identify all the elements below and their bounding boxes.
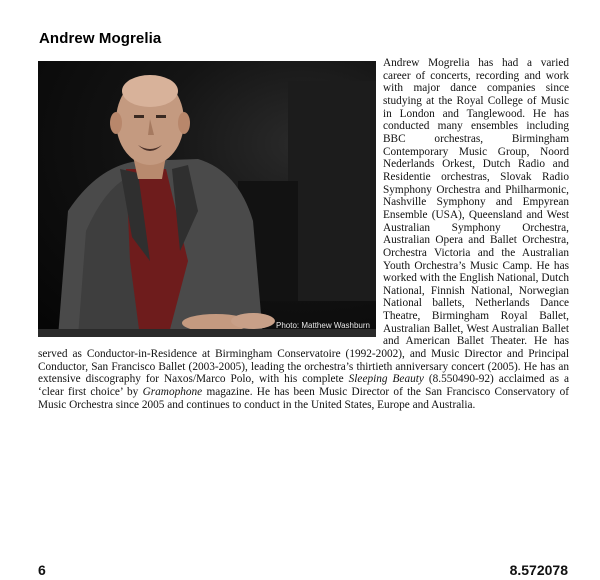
bio-italic-title-2: Gramophone <box>142 386 203 399</box>
conductor-portrait-icon <box>38 61 376 337</box>
catalog-number: 8.572078 <box>509 562 568 578</box>
portrait-photo <box>38 61 376 337</box>
bio-text-part-3: magazine. He has been Music Director of the San Francisco Conservatory of Music Orchestra since 2005 and continues to conduct in the United States, Europe and Australia. <box>38 386 569 411</box>
bio-text-part-2: (8.550490-92) acclaimed as a ‘clear first choice’ by <box>38 373 569 399</box>
bio-text-part-1: Andrew Mogrelia has had a varied career of concerts, recording and work with major dance companies since studying at the Royal College of Music in London and Tanglewood. He has conducted many ensembles including BBC orchestras, Birmingham Contemporary Music Group, Noord Nederlands Orkest, Dutch Radio and Residentie orchestras, Slovak Radio Symphony Orchestra and Philharmonic, Nashville Symphony and Empyrean Ensemble (USA), Queensland and West Australian Symphony Orchestra, Australian Opera and Ballet Orchestra, Orchestra Victoria and the Australian Youth Orchestra’s Music Camp. He has worked with the English National, Dutch National, Finnish National, Norwegian National ballets, Netherlands Dance Theatre, Birmingham Royal Ballet, Australian Ballet, West Australian Ballet and American Ballet Theater. He has served as Conductor-in-Residence at Birmingham Conservatoire (1992-2002), and Music Director and Principal Conductor, San Francisco Ballet (2003-2005), leading the orchestra’s thirtieth anniversary concert (2005). He has an extensive discography for Naxos/Marco Polo, with his complete <box>38 57 569 386</box>
page-number: 6 <box>38 562 46 578</box>
bio-italic-title-1: Sleeping Beauty <box>348 373 424 386</box>
biography-text <box>38 57 569 411</box>
page-title: Andrew Mogrelia <box>39 30 162 47</box>
photo-credit: Photo: Matthew Washburn <box>276 321 370 331</box>
